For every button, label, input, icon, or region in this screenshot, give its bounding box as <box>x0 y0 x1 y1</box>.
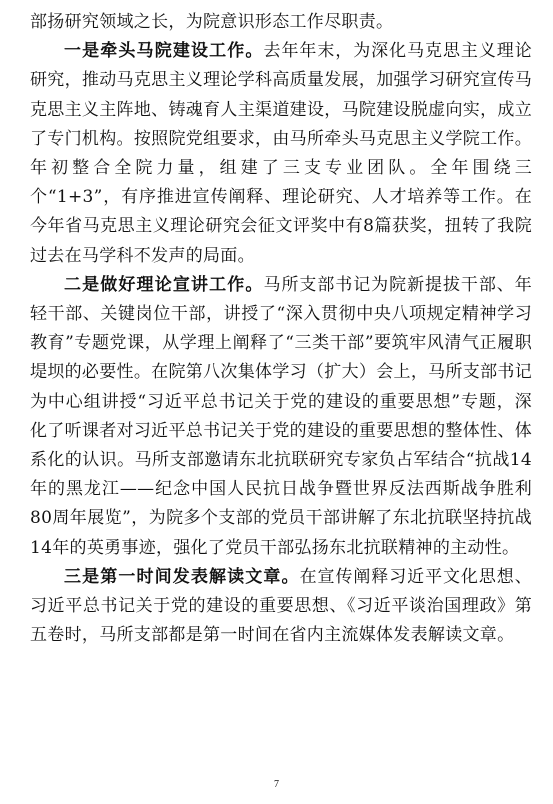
page-number: 7 <box>274 779 279 790</box>
section-2-paragraph <box>30 271 532 563</box>
section-3-body: 在宣传阐释习近平文化思想、习近平总书记关于党的建设的重要思想、《习近平谈治国理政》第五卷时，马所支部都是第一时间在省内主流媒体发表解读文章。 <box>30 566 532 646</box>
section-2-heading: 二是做好理论宣讲工作。 <box>64 274 264 295</box>
intro-tail-paragraph: 部扬研究领域之长，为院意识形态工作尽职责。 <box>30 12 394 32</box>
document-page <box>30 8 532 650</box>
section-1-paragraph <box>30 37 532 271</box>
section-1-heading: 一是牵头马院建设工作。 <box>64 41 264 62</box>
section-3-heading: 三是第一时间发表解读文章。 <box>64 566 300 587</box>
section-3-paragraph <box>30 563 532 651</box>
section-1-body: 去年年末，为深化马克思主义理论研究，推动马克思主义理论学科高质量发展，加强学习研究宣传马克思主义主阵地、铸魂育人主渠道建设，马院建设脱虚向实，成立了专门机构。按照院党组要求，由马所牵头马克思主义学院工作。年初整合全院力量，组建了三支专业团队。全年围绕三个“1+3”，有序推进宣传阐释、理论研究、人才培养等工作。在今年省马克思主义理论研究会征文评奖中有8篇获奖，扭转了我院过去在马学科不发声的局面。 <box>30 41 533 266</box>
section-2-body: 马所支部书记为院新提拔干部、年轻干部、关键岗位干部，讲授了“深入贯彻中央八项规定精神学习教育”专题党课，从学理上阐释了“三类干部”要筑牢风清气正履职堤坝的必要性。在院第八次集体学习（扩大）会上，马所支部书记为中心组讲授“习近平总书记关于党的建设的重要思想”专题，深化了听课者对习近平总书记关于党的建设的重要思想的整体性、体系化的认识。马所支部邀请东北抗联研究专家负占军结合“抗战14年的黑龙江——纪念中国人民抗日战争暨世界反法西斯战争胜利80周年展览”，为院多个支部的党员干部讲解了东北抗联坚持抗战14年的英勇事迹，强化了党员干部弘扬东北抗联精神的主动性。 <box>30 274 533 558</box>
